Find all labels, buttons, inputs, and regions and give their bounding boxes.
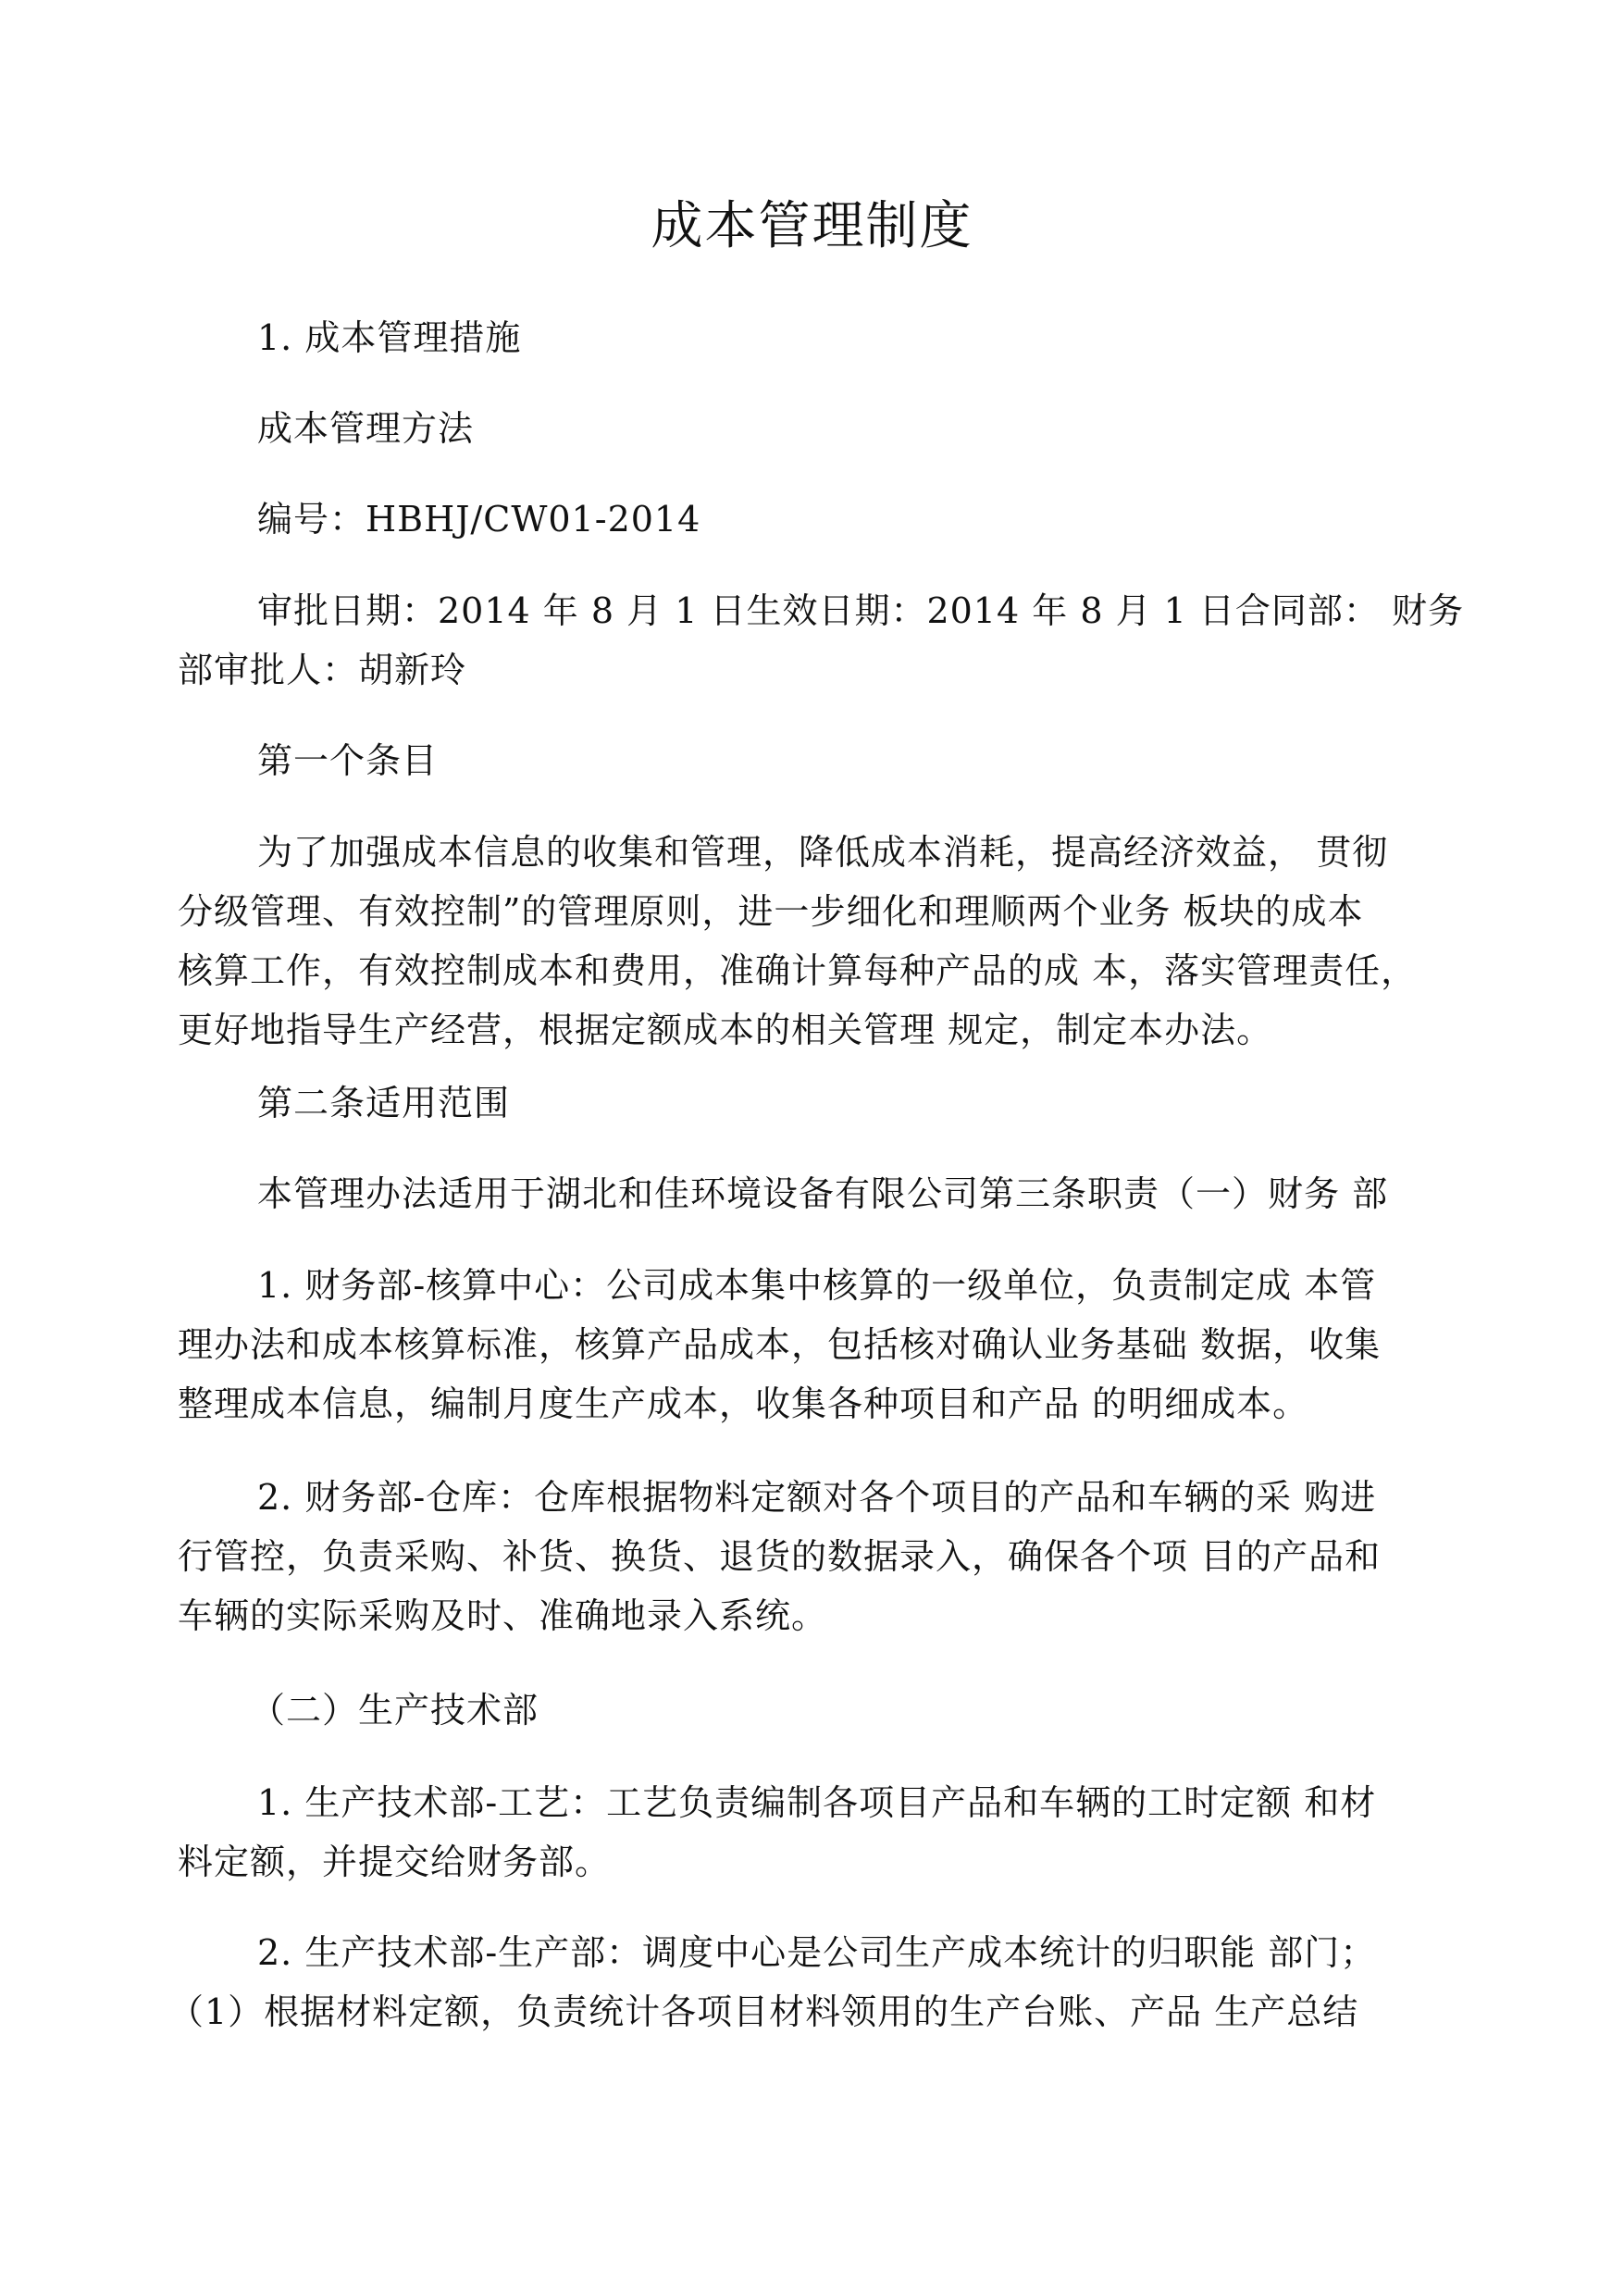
purpose-line-3: 核算工作，有效控制成本和费用，准确计算每种产品的成 本，落实管理责任， — [178, 950, 1418, 991]
purpose-line-1: 为了加强成本信息的收集和管理，降低成本消耗，提高经济效益， 贯彻 — [257, 832, 1389, 873]
finance-warehouse-line-2: 行管控，负责采购、补货、换货、退货的数据录入，确保各个项 目的产品和 — [178, 1536, 1382, 1577]
finance-warehouse-paragraph — [178, 1468, 1473, 1645]
finance-accounting-line-1: 1. 财务部-核算中心：公司成本集中核算的一级单位，负责制定成 本管 — [257, 1265, 1377, 1306]
production-process-paragraph — [178, 1773, 1473, 1892]
scope-paragraph: 本管理办法适用于湖北和佳环境设备有限公司第三条职责（一）财务 部 — [257, 1173, 1389, 1214]
article-one-heading: 第一个条目 — [257, 740, 439, 781]
finance-warehouse-line-1: 2. 财务部-仓库：仓库根据物料定额对各个项目的产品和车辆的采 购进 — [257, 1477, 1377, 1518]
approval-info-line-2: 部审批人：胡新玲 — [178, 650, 467, 690]
section-heading-cost-measures: 1. 成本管理措施 — [257, 317, 522, 358]
document-number: 编号：HBHJ/CW01-2014 — [257, 499, 701, 540]
production-process-line-1: 1. 生产技术部-工艺：工艺负责编制各项目产品和车辆的工时定额 和材 — [257, 1782, 1377, 1823]
article-two-heading: 第二条适用范围 — [257, 1083, 511, 1123]
purpose-paragraph — [178, 823, 1473, 1060]
finance-accounting-paragraph — [178, 1256, 1473, 1433]
approval-info-line-1: 审批日期：2014 年 8 月 1 日生效日期：2014 年 8 月 1 日合同部： 财务 — [257, 590, 1464, 631]
production-dept-line-2: （1）根据材料定额，负责统计各项目材料领用的生产台账、产品 生产总结 — [168, 1991, 1359, 2032]
finance-accounting-line-2: 理办法和成本核算标准，核算产品成本，包括核对确认业务基础 数据，收集 — [178, 1324, 1382, 1365]
subheading-cost-methods: 成本管理方法 — [257, 408, 475, 449]
production-dept-paragraph — [168, 1923, 1473, 2041]
approval-info-paragraph — [178, 581, 1473, 700]
production-process-line-2: 料定额，并提交给财务部。 — [178, 1842, 612, 1882]
finance-accounting-line-3: 整理成本信息，编制月度生产成本，收集各种项目和产品 的明细成本。 — [178, 1383, 1309, 1424]
production-tech-heading: （二）生产技术部 — [250, 1690, 539, 1731]
document-title: 成本管理制度 — [651, 196, 973, 256]
purpose-line-2: 分级管理、有效控制”的管理原则，进一步细化和理顺两个业务 板块的成本 — [178, 891, 1364, 932]
production-dept-line-1: 2. 生产技术部-生产部：调度中心是公司生产成本统计的归职能 部门； — [257, 1932, 1377, 1973]
finance-warehouse-line-3: 车辆的实际采购及时、准确地录入系统。 — [178, 1595, 828, 1636]
purpose-line-4: 更好地指导生产经营，根据定额成本的相关管理 规定，制定本办法。 — [178, 1010, 1273, 1050]
